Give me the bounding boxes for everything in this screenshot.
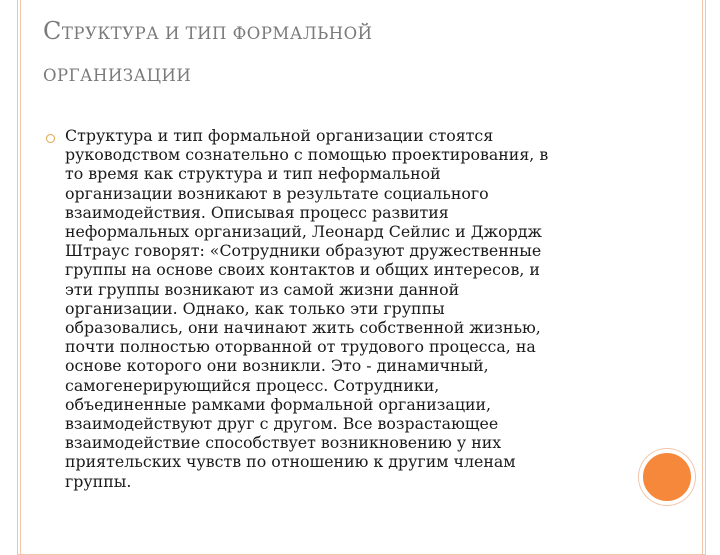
- body-line: группы на основе своих контактов и общих интересов, и: [65, 260, 540, 280]
- body-line: образовались, они начинают жить собственной жизнью,: [65, 318, 541, 338]
- body-line: Штраус говорят: «Сотрудники образуют дружественные: [65, 241, 542, 261]
- slide-title: [43, 10, 643, 97]
- bullet-circle-icon: [46, 134, 55, 143]
- slide-body-paragraph: [65, 126, 625, 491]
- body-line: взаимодействуют друг с другом. Все возрастающее: [65, 414, 499, 434]
- body-line: руководством сознательно с помощью проектирования, в: [65, 145, 549, 165]
- body-line: взаимодействие способствует возникновению у них: [65, 433, 502, 453]
- title-line-1-rest: ТРУКТУРА И ТИП ФОРМАЛЬНОЙ: [61, 24, 373, 43]
- title-line-1: [43, 10, 643, 55]
- body-line: организации возникают в результате социального: [65, 183, 489, 203]
- body-line: приятельских чувств по отношению к другим членам: [65, 452, 516, 472]
- title-line-2: ОРГАНИЗАЦИИ: [43, 66, 192, 85]
- body-line: то время как структура и тип неформальной: [65, 164, 441, 184]
- body-line: взаимодействия. Описывая процесс развития: [65, 202, 449, 222]
- body-line: эти группы возникают из самой жизни данной: [65, 279, 460, 299]
- decorative-orange-circle: [639, 449, 695, 505]
- body-line: Структура и тип формальной организации стоятся: [65, 126, 494, 145]
- body-line: самогенерирующийся процесс. Сотрудники,: [65, 375, 440, 395]
- body-line: объединенные рамками формальной организации,: [65, 394, 492, 414]
- body-line: основе которого они возникли. Это - динамичный,: [65, 356, 489, 376]
- body-line: неформальных организаций, Леонард Сейлис и Джордж: [65, 222, 542, 242]
- body-line: организации. Однако, как только эти группы: [65, 298, 445, 318]
- body-line: группы.: [65, 471, 132, 491]
- title-line-1-first-letter: С: [43, 17, 62, 45]
- body-line: почти полностью оторванной от трудового процесса, на: [65, 337, 536, 357]
